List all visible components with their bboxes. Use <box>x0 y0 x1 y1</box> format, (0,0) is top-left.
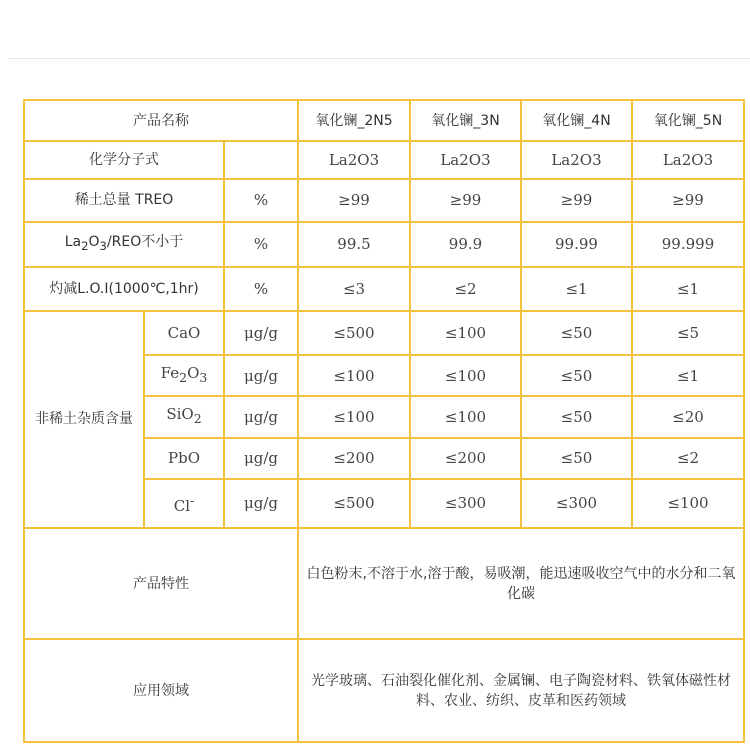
impurity-value: ≤100 <box>632 479 744 528</box>
applications-label: 应用领域 <box>24 639 298 742</box>
treo-unit: % <box>224 179 298 221</box>
la-reo-value: 99.5 <box>298 222 410 267</box>
lanthanum-oxide-spec-table <box>23 99 745 743</box>
formula-value: La2O3 <box>410 141 521 179</box>
formula-label: 化学分子式 <box>24 141 224 179</box>
product-3n: 氧化镧_3N <box>410 100 521 141</box>
loi-unit: % <box>224 267 298 311</box>
impurity-unit: μg/g <box>224 438 298 479</box>
impurity-unit: μg/g <box>224 479 298 528</box>
treo-value: ≥99 <box>298 179 410 221</box>
properties-text: 白色粉末,不溶于水,溶于酸，易吸潮，能迅速吸收空气中的水分和二氧化碳 <box>298 528 744 640</box>
impurity-value: ≤200 <box>298 438 410 479</box>
impurity-value: ≤500 <box>298 311 410 355</box>
impurity-name: CaO <box>144 311 224 355</box>
treo-value: ≥99 <box>521 179 632 221</box>
impurity-value: ≤500 <box>298 479 410 528</box>
product-2n5: 氧化镧_2N5 <box>298 100 410 141</box>
impurity-value: ≤300 <box>521 479 632 528</box>
loi-value: ≤1 <box>521 267 632 311</box>
impurity-value: ≤100 <box>298 355 410 396</box>
loi-value: ≤2 <box>410 267 521 311</box>
impurity-group-label: 非稀土杂质含量 <box>24 311 144 528</box>
loi-label: 灼减L.O.I(1000℃,1hr) <box>24 267 224 311</box>
impurity-value: ≤2 <box>632 438 744 479</box>
impurity-unit: μg/g <box>224 396 298 437</box>
product-4n: 氧化镧_4N <box>521 100 632 141</box>
properties-row <box>24 528 744 640</box>
formula-unit <box>224 141 298 179</box>
product-5n: 氧化镧_5N <box>632 100 744 141</box>
impurity-value: ≤100 <box>298 396 410 437</box>
applications-row <box>24 639 744 742</box>
loi-value: ≤1 <box>632 267 744 311</box>
impurity-unit: μg/g <box>224 355 298 396</box>
formula-value: La2O3 <box>521 141 632 179</box>
loi-row <box>24 267 744 311</box>
impurity-value: ≤20 <box>632 396 744 437</box>
treo-row <box>24 179 744 221</box>
la-reo-value: 99.9 <box>410 222 521 267</box>
impurity-value: ≤50 <box>521 355 632 396</box>
impurity-value: ≤100 <box>410 355 521 396</box>
impurity-value: ≤5 <box>632 311 744 355</box>
loi-value: ≤3 <box>298 267 410 311</box>
formula-value: La2O3 <box>298 141 410 179</box>
header-row <box>24 100 744 141</box>
impurity-unit: μg/g <box>224 311 298 355</box>
impurity-value: ≤100 <box>410 396 521 437</box>
impurity-value: ≤100 <box>410 311 521 355</box>
impurity-value: ≤200 <box>410 438 521 479</box>
properties-label: 产品特性 <box>24 528 298 640</box>
top-divider <box>8 58 750 59</box>
impurity-value: ≤300 <box>410 479 521 528</box>
formula-value: La2O3 <box>632 141 744 179</box>
la-reo-label: $La_2O_3$/REO不小于 <box>24 222 224 267</box>
la-reo-unit: % <box>224 222 298 267</box>
impurity-value: ≤50 <box>521 311 632 355</box>
impurity-name: $Fe_2O_3$ <box>144 355 224 396</box>
impurity-name: PbO <box>144 438 224 479</box>
applications-text: 光学玻璃、石油裂化催化剂、金属镧、电子陶瓷材料、铁氧体磁性材料、农业、纺织、皮革和医药领域 <box>298 639 744 742</box>
formula-row <box>24 141 744 179</box>
la-reo-row <box>24 222 744 267</box>
treo-value: ≥99 <box>410 179 521 221</box>
impurity-value: ≤1 <box>632 355 744 396</box>
impurity-name: Cl- <box>144 479 224 528</box>
product-name-label: 产品名称 <box>24 100 298 141</box>
impurity-name: SiO$_2$ <box>144 396 224 437</box>
treo-label: 稀土总量 TREO <box>24 179 224 221</box>
treo-value: ≥99 <box>632 179 744 221</box>
la-reo-value: 99.99 <box>521 222 632 267</box>
impurity-value: ≤50 <box>521 438 632 479</box>
la-reo-value: 99.999 <box>632 222 744 267</box>
impurity-value: ≤50 <box>521 396 632 437</box>
impurity-row <box>24 311 744 355</box>
